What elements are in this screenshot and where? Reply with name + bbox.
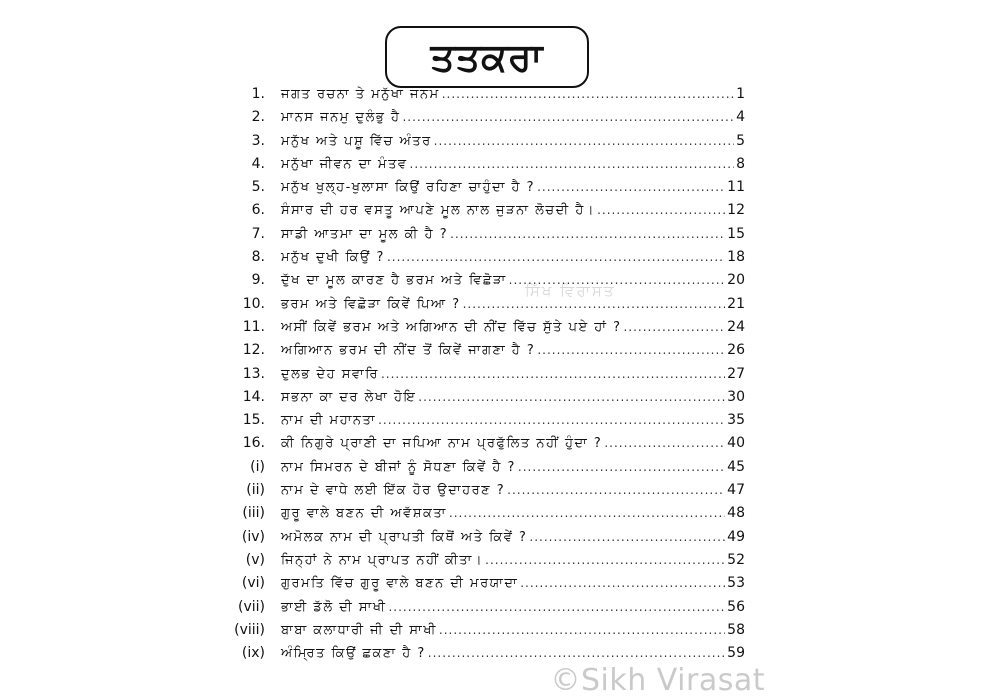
toc-entry-page: 49 <box>727 528 745 545</box>
toc-entry-number: 1. <box>251 86 265 102</box>
toc-entry-title: ਗੁਰਮਤਿ ਵਿੱਚ ਗੁਰੂ ਵਾਲੇ ਬਣਨ ਦੀ ਮਰਯਾਦਾ <box>281 576 519 592</box>
toc-leader-dots <box>442 87 734 101</box>
toc-entry <box>225 156 745 179</box>
toc-entry <box>225 435 745 458</box>
toc-leader-dots <box>537 343 725 357</box>
toc-entry-title: ਦੁੱਖ ਦਾ ਮੂਲ ਕਾਰਣ ਹੈ ਭਰਮ ਅਤੇ ਵਿਛੋੜਾ <box>281 273 507 289</box>
toc-entry-title: ਭਰਮ ਅਤੇ ਵਿਛੋੜਾ ਕਿਵੇਂ ਪਿਆ ? <box>281 296 461 312</box>
toc-entry-title: ਦੁਲਭ ਦੇਹ ਸਵਾਰਿ <box>281 366 379 382</box>
toc-entry-number: 2. <box>251 109 265 126</box>
toc-entry <box>225 86 745 109</box>
toc-entry-title: ਗੁਰੂ ਵਾਲੇ ਬਣਨ ਦੀ ਅਵੱਸ਼ਕਤਾ <box>281 506 447 522</box>
toc-leader-dots <box>434 134 734 148</box>
toc-entry-title: ਮਨੁੱਖਾ ਜੀਵਨ ਦਾ ਮੰਤਵ <box>281 156 408 172</box>
toc-entry-title: ਮਨੁੱਖ ਖੁਲ੍ਹ-ਖੁਲਾਸਾ ਕਿਉਂ ਰਹਿਣਾ ਚਾਹੁੰਦਾ ਹੈ ? <box>281 180 536 196</box>
toc-entry <box>225 202 745 225</box>
toc-leader-dots <box>418 390 725 404</box>
toc-entry-page: 12 <box>727 202 745 219</box>
toc-entry-title: ਭਾਈ ਡੱਲੋ ਦੀ ਸਾਖੀ <box>281 599 387 615</box>
toc-leader-dots <box>410 157 735 171</box>
toc-leader-dots <box>381 367 725 381</box>
toc-entry-number: (ii) <box>246 482 265 499</box>
toc-entry-page: 26 <box>727 342 745 359</box>
toc-leader-dots <box>537 180 725 194</box>
toc-entry <box>225 226 745 249</box>
toc-entry-page: 59 <box>727 645 745 662</box>
toc-leader-dots <box>439 623 725 637</box>
toc-entry-number: 15. <box>242 412 265 429</box>
toc-leader-dots <box>520 576 725 590</box>
toc-entry <box>225 459 745 482</box>
toc-leader-dots <box>509 273 726 287</box>
toc-entry-page: 15 <box>727 225 745 242</box>
toc-entry-number: 16. <box>242 435 265 452</box>
toc-entry-page: 21 <box>727 295 745 312</box>
toc-entry-page: 58 <box>727 621 745 638</box>
toc-entry-page: 18 <box>727 249 745 266</box>
toc-entry-number: 10. <box>242 295 265 312</box>
toc-entry-page: 8 <box>736 155 745 172</box>
toc-entry-number: (i) <box>250 458 265 475</box>
toc-entry-title: ਅਗਿਆਨ ਭਰਮ ਦੀ ਨੀਂਦ ਤੋਂ ਕਿਵੇਂ ਜਾਗਣਾ ਹੈ ? <box>281 343 536 359</box>
toc-entry-page: 20 <box>727 272 745 289</box>
toc-entry <box>225 412 745 435</box>
toc-entry-title: ਅਮੋਲਕ ਨਾਮ ਦੀ ਪ੍ਰਾਪਤੀ ਕਿਥੋਂ ਅਤੇ ਕਿਵੇਂ ? <box>281 529 528 545</box>
table-of-contents <box>225 86 745 668</box>
toc-entry-page: 35 <box>727 412 745 429</box>
toc-entry <box>225 575 745 598</box>
toc-entry-title: ਬਾਬਾ ਕਲਾਧਾਰੀ ਜੀ ਦੀ ਸਾਖੀ <box>281 622 437 638</box>
toc-entry-number: 11. <box>242 318 265 335</box>
toc-entry-page: 5 <box>736 132 745 149</box>
toc-entry <box>225 505 745 528</box>
toc-entry-number: 8. <box>251 249 265 266</box>
toc-leader-dots <box>402 110 734 124</box>
toc-entry-page: 1 <box>736 86 745 102</box>
toc-entry-page: 45 <box>727 458 745 475</box>
toc-entry-title: ਸਾਡੀ ਆਤਮਾ ਦਾ ਮੂਲ ਕੀ ਹੈ ? <box>281 226 449 242</box>
toc-entry-title: ਜਿਨ੍ਹਾਂ ਨੇ ਨਾਮ ਪ੍ਰਾਪਤ ਨਹੀਂ ਕੀਤਾ। <box>281 552 484 568</box>
toc-entry <box>225 599 745 622</box>
toc-entry-title: ਸਭਨਾ ਕਾ ਦਰ ਲੇਖਾ ਹੋਇ <box>281 389 417 405</box>
toc-entry <box>225 366 745 389</box>
toc-entry-number: 4. <box>251 155 265 172</box>
toc-entry-title: ਨਾਮ ਸਿਮਰਨ ਦੇ ਬੀਜਾਂ ਨੂੰ ਸੋਧਣਾ ਕਿਵੇਂ ਹੈ ? <box>281 459 516 475</box>
toc-entry <box>225 179 745 202</box>
toc-entry-title: ਨਾਮ ਦੀ ਮਹਾਨਤਾ <box>281 413 377 429</box>
toc-entry <box>225 389 745 412</box>
toc-entry-number: (vi) <box>241 575 265 592</box>
toc-entry <box>225 133 745 156</box>
toc-entry-page: 30 <box>727 388 745 405</box>
toc-entry-title: ਮਨੁੱਖ ਅਤੇ ਪਸ਼ੂ ਵਿੱਚ ਅੰਤਰ <box>281 133 432 149</box>
toc-entry <box>225 622 745 645</box>
toc-entry-title: ਮਾਨਸ ਜਨਮੁ ਦੁਲੰਭੁ ਹੈ <box>281 110 401 126</box>
page-title: ਤਤਕਰਾ <box>430 35 544 79</box>
toc-entry <box>225 109 745 132</box>
toc-leader-dots <box>378 413 725 427</box>
toc-leader-dots <box>604 436 725 450</box>
toc-entry-page: 47 <box>727 482 745 499</box>
toc-entry <box>225 529 745 552</box>
toc-entry <box>225 296 745 319</box>
toc-entry <box>225 272 745 295</box>
title-box <box>385 26 589 88</box>
toc-entry-number: (ix) <box>241 645 265 662</box>
toc-entry-number: (viii) <box>234 621 265 638</box>
toc-leader-dots <box>450 227 725 241</box>
toc-entry-title: ਜਗਤ ਰਚਨਾ ਤੇ ਮਨੁੱਖਾ ਜਨਮ <box>281 87 440 102</box>
toc-entry-page: 4 <box>736 109 745 126</box>
toc-entry-number: 13. <box>242 365 265 382</box>
toc-leader-dots <box>529 530 725 544</box>
toc-entry-number: (iv) <box>241 528 265 545</box>
toc-leader-dots <box>623 320 725 334</box>
toc-leader-dots <box>597 203 725 217</box>
toc-entry-page: 11 <box>727 179 745 196</box>
toc-leader-dots <box>463 297 726 311</box>
toc-entry-number: 12. <box>242 342 265 359</box>
toc-entry-number: 7. <box>251 225 265 242</box>
toc-entry-title: ਕੀ ਨਿਗੁਰੇ ਪ੍ਰਾਣੀ ਦਾ ਜਪਿਆ ਨਾਮ ਪ੍ਰਫੁੱਲਿਤ ਨਹੀਂ ਹੁੰਦਾ ? <box>281 436 603 452</box>
toc-entry-number: 3. <box>251 132 265 149</box>
toc-entry-page: 48 <box>727 505 745 522</box>
toc-entry <box>225 319 745 342</box>
toc-leader-dots <box>518 460 725 474</box>
toc-entry-number: 9. <box>251 272 265 289</box>
toc-entry-title: ਨਾਮ ਦੇ ਵਾਧੇ ਲਈ ਇੱਕ ਹੋਰ ਉਦਾਹਰਣ ? <box>281 483 506 499</box>
toc-leader-dots <box>428 646 725 660</box>
toc-entry <box>225 482 745 505</box>
toc-entry <box>225 342 745 365</box>
toc-entry <box>225 249 745 272</box>
toc-entry <box>225 552 745 575</box>
toc-leader-dots <box>485 553 725 567</box>
toc-entry-title: ਅੰਮ੍ਰਿਤ ਕਿਉਂ ਛਕਣਾ ਹੈ ? <box>281 646 426 662</box>
watermark: ©Sikh Virasat <box>550 663 765 698</box>
toc-leader-dots <box>387 250 725 264</box>
toc-entry-page: 53 <box>727 575 745 592</box>
toc-entry-number: 14. <box>242 388 265 405</box>
toc-entry-page: 40 <box>727 435 745 452</box>
toc-entry-page: 24 <box>727 318 745 335</box>
toc-leader-dots <box>388 600 725 614</box>
toc-entry-number: 6. <box>251 202 265 219</box>
toc-leader-dots <box>449 506 725 520</box>
toc-leader-dots <box>507 483 725 497</box>
toc-entry-title: ਸੰਸਾਰ ਦੀ ਹਰ ਵਸਤੂ ਆਪਣੇ ਮੂਲ ਨਾਲ ਜੁੜਨਾ ਲੋਚਦੀ ਹੈ। <box>281 203 596 219</box>
toc-entry-number: (iii) <box>242 505 265 522</box>
toc-entry-title: ਅਸੀਂ ਕਿਵੇਂ ਭਰਮ ਅਤੇ ਅਗਿਆਨ ਦੀ ਨੀਂਦ ਵਿੱਚ ਸੁੱਤੇ ਪਏ ਹਾਂ ? <box>281 319 622 335</box>
toc-entry-page: 56 <box>727 598 745 615</box>
toc-entry-number: (v) <box>245 551 265 568</box>
toc-entry-page: 52 <box>727 551 745 568</box>
toc-entry-number: (vii) <box>238 598 265 615</box>
watermark-center: ਸਿੱਖ ਵਿਰਾਸਤ <box>525 282 616 300</box>
toc-entry-number: 5. <box>251 179 265 196</box>
toc-entry-page: 27 <box>727 365 745 382</box>
toc-entry-title: ਮਨੁੱਖ ਦੁਖੀ ਕਿਉਂ ? <box>281 250 385 266</box>
